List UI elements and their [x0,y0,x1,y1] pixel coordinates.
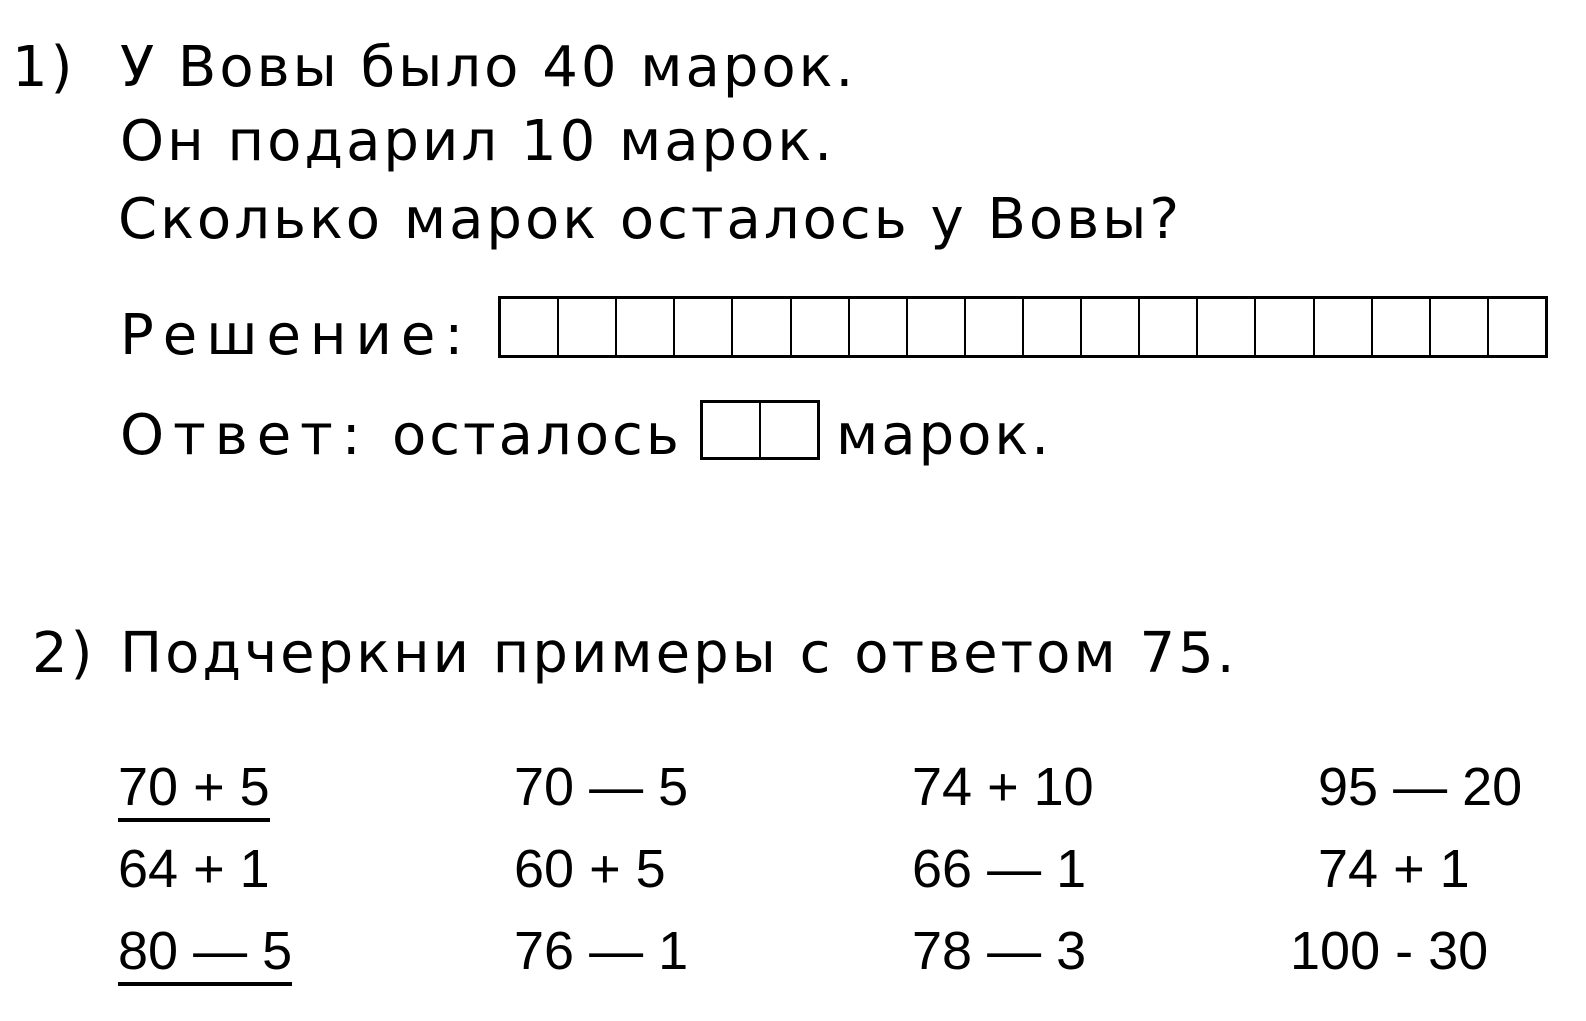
answer-cell[interactable] [733,299,791,355]
example-78-minus-3[interactable]: 78 — 3 [912,921,1087,981]
answer-cell[interactable] [675,299,733,355]
answer-cell[interactable] [850,299,908,355]
solution-cells[interactable] [498,296,1548,358]
answer-label: Ответ: [120,403,370,468]
task1-line2: Он подарил 10 марок. [120,109,835,174]
solution-label: Решение: [120,303,473,368]
example-74-plus-1[interactable]: 74 + 1 [1318,839,1470,899]
example-95-minus-20[interactable]: 95 — 20 [1318,757,1523,817]
answer-cell[interactable] [966,299,1024,355]
answer-cell[interactable] [617,299,675,355]
answer-cell[interactable] [1256,299,1314,355]
answer-before-text: осталось [392,403,682,468]
example-100-minus-30[interactable]: 100 - 30 [1290,921,1489,981]
example-70-minus-5[interactable]: 70 — 5 [514,757,689,817]
task2-instruction: Подчеркни примеры с ответом 75. [120,621,1238,686]
answer-cell[interactable] [1198,299,1256,355]
answer-cell[interactable] [703,403,761,457]
answer-cell[interactable] [1140,299,1198,355]
example-74-plus-10[interactable]: 74 + 10 [912,757,1094,817]
answer-cell[interactable] [501,299,559,355]
task1-line1: У Вовы было 40 марок. [120,35,857,100]
answer-cell[interactable] [1024,299,1082,355]
answer-after-text: марок. [836,403,1052,468]
answer-cell[interactable] [1315,299,1373,355]
task1-number: 1) [12,35,76,100]
answer-cell[interactable] [1431,299,1489,355]
example-80-minus-5[interactable]: 80 — 5 [118,924,292,986]
task2-number: 2) [32,621,96,686]
task1-line3: Сколько марок осталось у Вовы? [118,187,1183,252]
example-64-plus-1[interactable]: 64 + 1 [118,839,270,899]
answer-cell[interactable] [1373,299,1431,355]
example-70-plus-5[interactable]: 70 + 5 [118,760,270,822]
answer-cell[interactable] [792,299,850,355]
example-60-plus-5[interactable]: 60 + 5 [514,839,666,899]
answer-cell[interactable] [559,299,617,355]
answer-cells[interactable] [700,400,820,460]
answer-cell[interactable] [1082,299,1140,355]
example-66-minus-1[interactable]: 66 — 1 [912,839,1087,899]
example-76-minus-1[interactable]: 76 — 1 [514,921,689,981]
answer-cell[interactable] [908,299,966,355]
answer-cell[interactable] [1489,299,1545,355]
answer-cell[interactable] [761,403,817,457]
